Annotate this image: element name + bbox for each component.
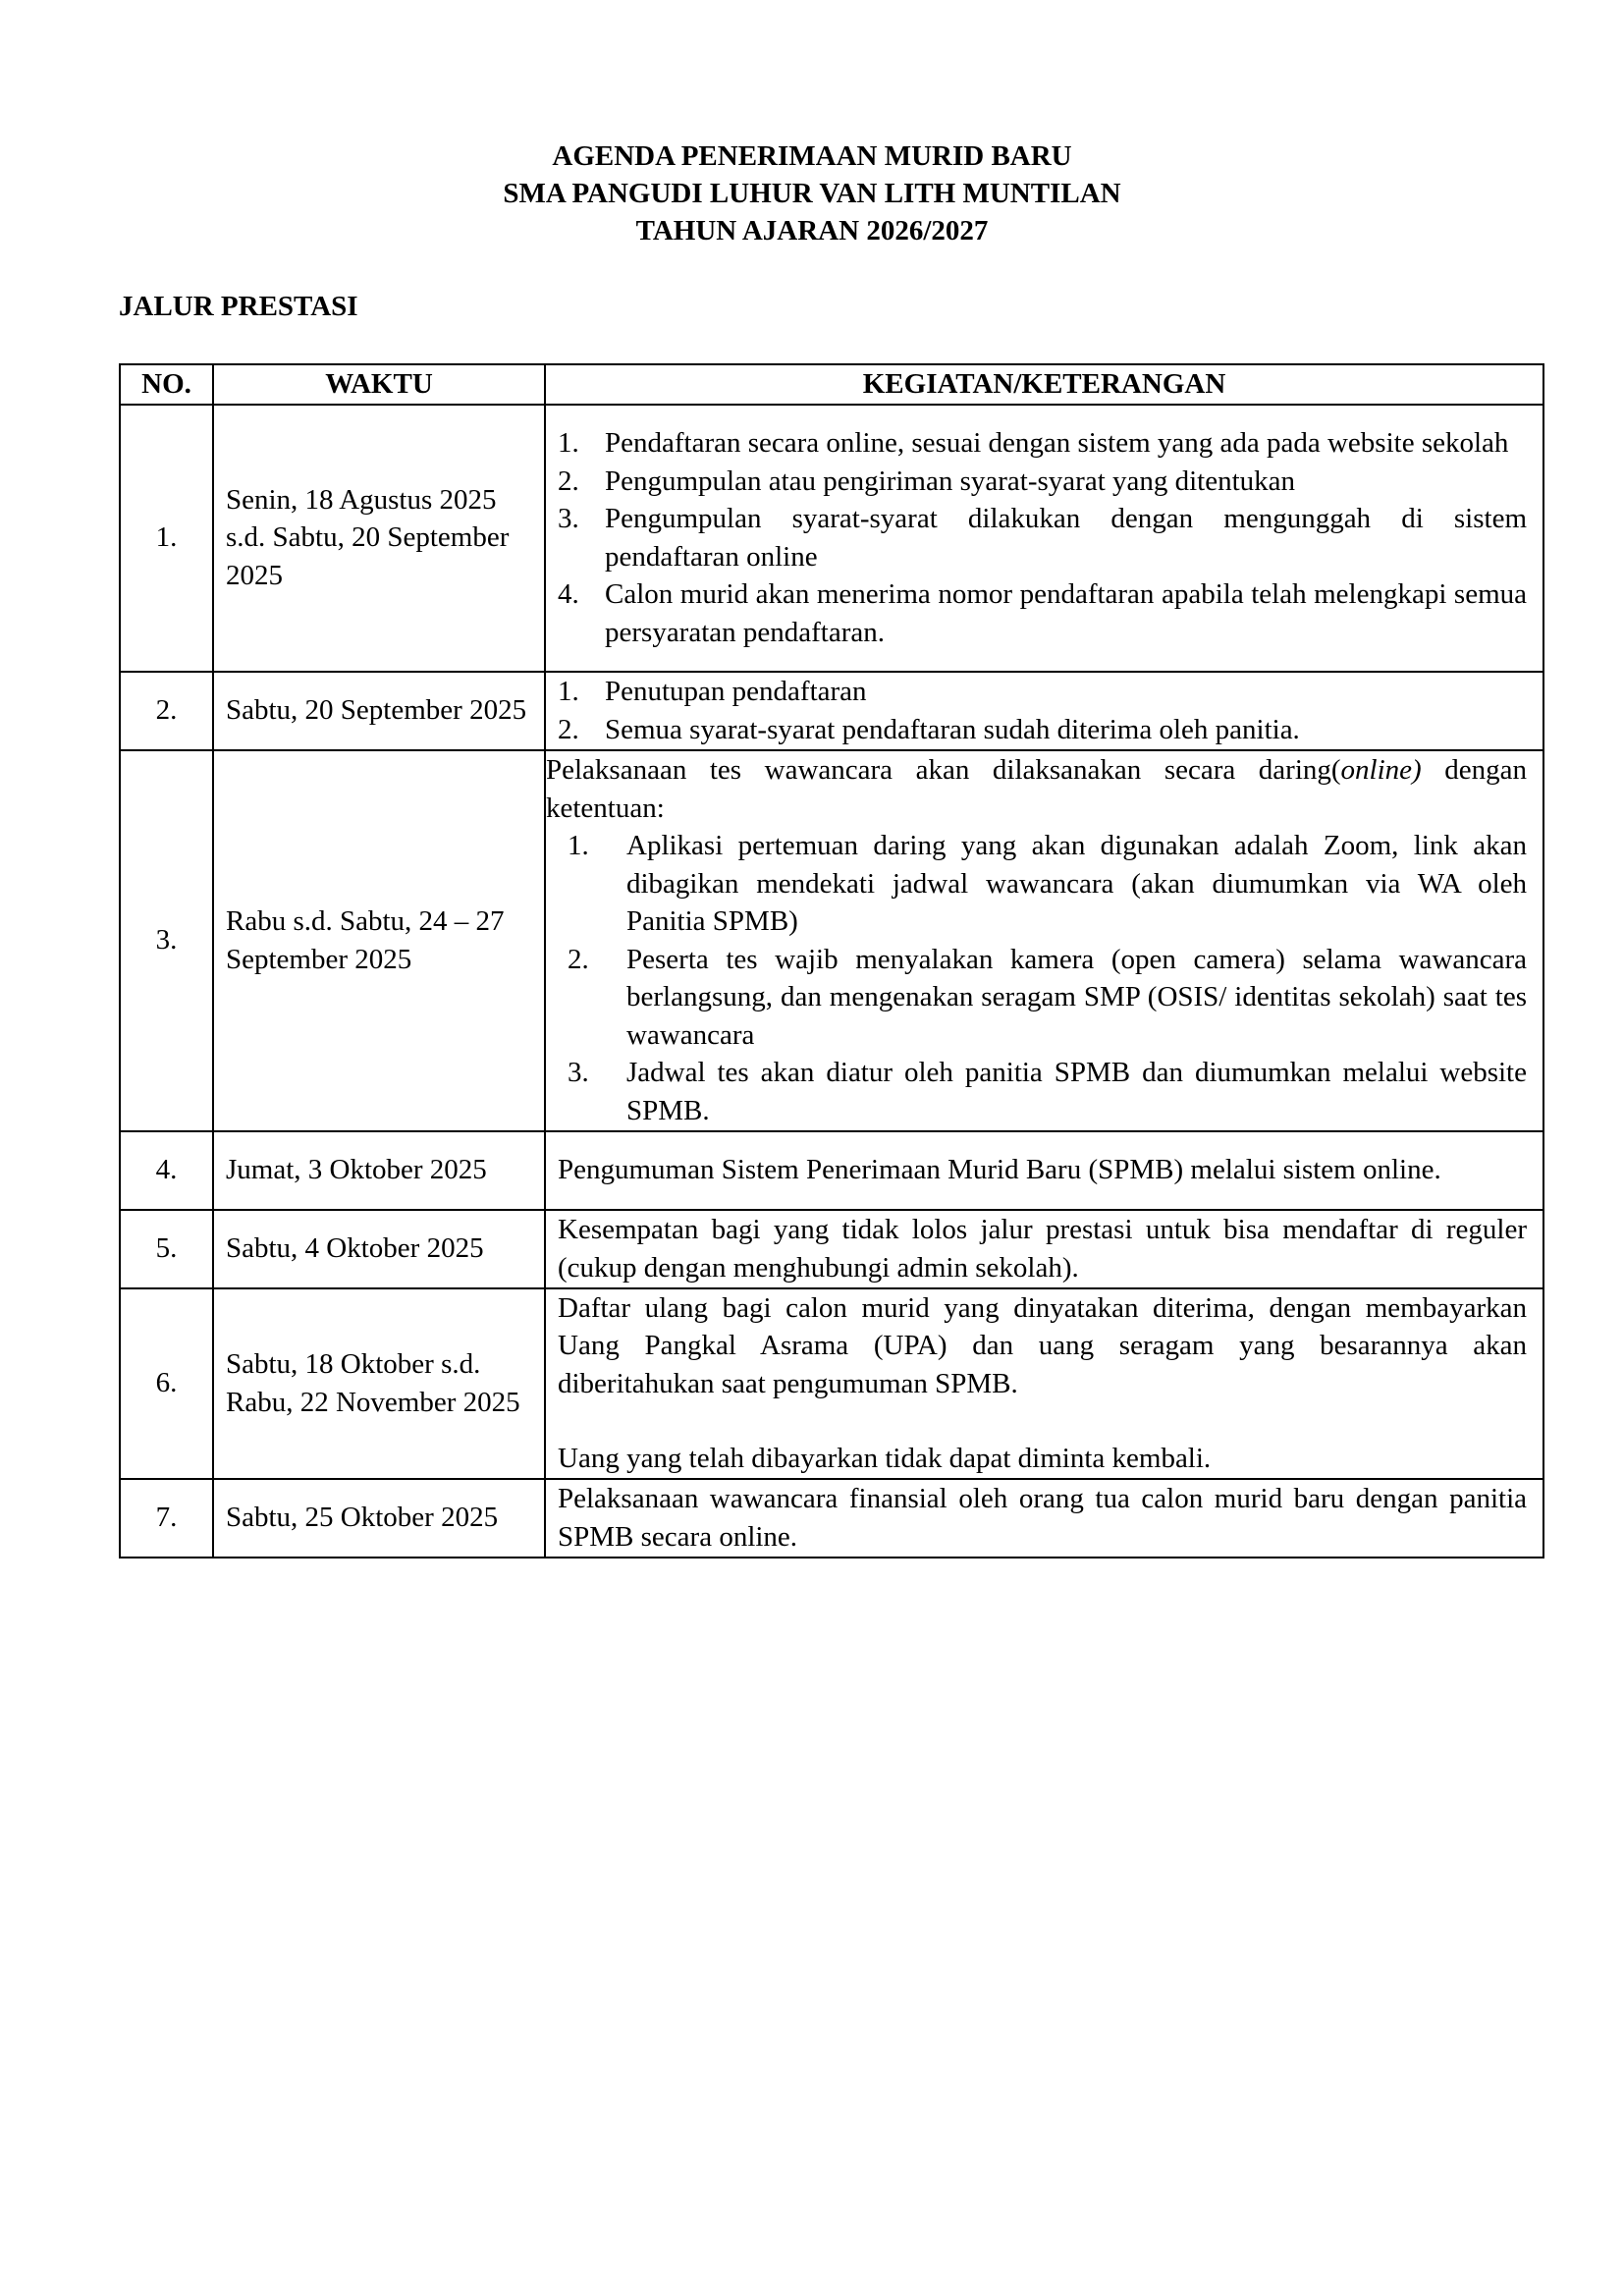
agenda-table bbox=[119, 363, 1544, 1558]
title-line-2: SMA PANGUDI LUHUR VAN LITH MUNTILAN bbox=[503, 178, 1121, 209]
table-row bbox=[120, 672, 1543, 750]
row-number: 5. bbox=[120, 1210, 213, 1288]
list-item: 3. Jadwal tes akan diatur oleh panitia SPMB dan diumumkan melalui website SPMB. bbox=[568, 1057, 1527, 1126]
row-kegiatan bbox=[545, 750, 1543, 1131]
list-item: 4. Calon murid akan menerima nomor pendaftaran apabila telah melengkapi semua persyaratan pendaftaran. bbox=[558, 578, 1527, 648]
table-row bbox=[120, 1479, 1543, 1558]
row-number: 7. bbox=[120, 1479, 213, 1558]
list-item: 2. Pengumpulan atau pengiriman syarat-syarat yang ditentukan bbox=[558, 465, 1296, 497]
title-line-1: AGENDA PENERIMAAN MURID BARU bbox=[552, 140, 1072, 172]
list-item: 3. Pengumpulan syarat-syarat dilakukan dengan mengunggah di sistem pendaftaran online bbox=[558, 503, 1527, 573]
row-number: 6. bbox=[120, 1288, 213, 1479]
row-kegiatan: Pelaksanaan wawancara finansial oleh orang tua calon murid baru dengan panitia SPMB secara online. bbox=[545, 1479, 1543, 1558]
activity-list bbox=[558, 673, 1527, 748]
row-waktu: Senin, 18 Agustus 2025 s.d. Sabtu, 20 September 2025 bbox=[213, 405, 545, 672]
row-number: 2. bbox=[120, 672, 213, 750]
section-title: JALUR PRESTASI bbox=[119, 291, 358, 322]
row-waktu: Rabu s.d. Sabtu, 24 – 27 September 2025 bbox=[213, 750, 545, 1131]
row-paragraph: Daftar ulang bagi calon murid yang dinyatakan diterima, dengan membayarkan Uang Pangkal Asrama (UPA) dan uang seragam yang besarannya akan diberitahukan saat pengumuman SPMB. bbox=[558, 1291, 1527, 1399]
row-waktu: Sabtu, 25 Oktober 2025 bbox=[213, 1479, 545, 1558]
row-waktu: Sabtu, 4 Oktober 2025 bbox=[213, 1210, 545, 1288]
row-kegiatan bbox=[545, 405, 1543, 672]
table-row bbox=[120, 405, 1543, 672]
list-item: 2. Peserta tes wajib menyalakan kamera (open camera) selama wawancara berlangsung, dan mengenakan seragam SMP (OSIS/ identitas sekolah) saat tes wawancara bbox=[568, 943, 1527, 1051]
header-kegiatan: KEGIATAN/KETERANGAN bbox=[545, 364, 1543, 405]
document-title bbox=[0, 137, 1624, 249]
header-waktu: WAKTU bbox=[213, 364, 545, 405]
activity-list bbox=[558, 827, 1527, 1129]
list-item: 1. Pendaftaran secara online, sesuai dengan sistem yang ada pada website sekolah bbox=[558, 427, 1509, 459]
table-header-row bbox=[120, 364, 1543, 405]
title-line-3: TAHUN AJARAN 2026/2027 bbox=[635, 215, 989, 246]
row-number: 4. bbox=[120, 1131, 213, 1210]
row-kegiatan: Pengumuman Sistem Penerimaan Murid Baru (SPMB) melalui sistem online. bbox=[545, 1131, 1543, 1210]
row-number: 3. bbox=[120, 750, 213, 1131]
list-item: 1. Aplikasi pertemuan daring yang akan digunakan adalah Zoom, link akan dibagikan mendekati jadwal wawancara (akan diumumkan via WA oleh Panitia SPMB) bbox=[568, 830, 1527, 937]
row-intro: Pelaksanaan tes wawancara akan dilaksanakan secara daring(online) dengan ketentuan: bbox=[546, 754, 1527, 824]
row-waktu: Jumat, 3 Oktober 2025 bbox=[213, 1131, 545, 1210]
list-item: 2. Semua syarat-syarat pendaftaran sudah diterima oleh panitia. bbox=[558, 713, 1300, 745]
table-row bbox=[120, 1131, 1543, 1210]
row-paragraph-note: Uang yang telah dibayarkan tidak dapat diminta kembali. bbox=[558, 1443, 1212, 1474]
table-row bbox=[120, 750, 1543, 1131]
header-no: NO. bbox=[120, 364, 213, 405]
row-number: 1. bbox=[120, 405, 213, 672]
row-waktu: Sabtu, 18 Oktober s.d. Rabu, 22 November 2025 bbox=[213, 1288, 545, 1479]
row-waktu: Sabtu, 20 September 2025 bbox=[213, 672, 545, 750]
table-row bbox=[120, 1288, 1543, 1479]
row-kegiatan: Kesempatan bagi yang tidak lolos jalur prestasi untuk bisa mendaftar di reguler (cukup dengan menghubungi admin sekolah). bbox=[545, 1210, 1543, 1288]
list-item: 1. Penutupan pendaftaran bbox=[558, 676, 867, 707]
row-kegiatan bbox=[545, 1288, 1543, 1479]
activity-list bbox=[558, 424, 1527, 651]
table-row bbox=[120, 1210, 1543, 1288]
row-kegiatan bbox=[545, 672, 1543, 750]
